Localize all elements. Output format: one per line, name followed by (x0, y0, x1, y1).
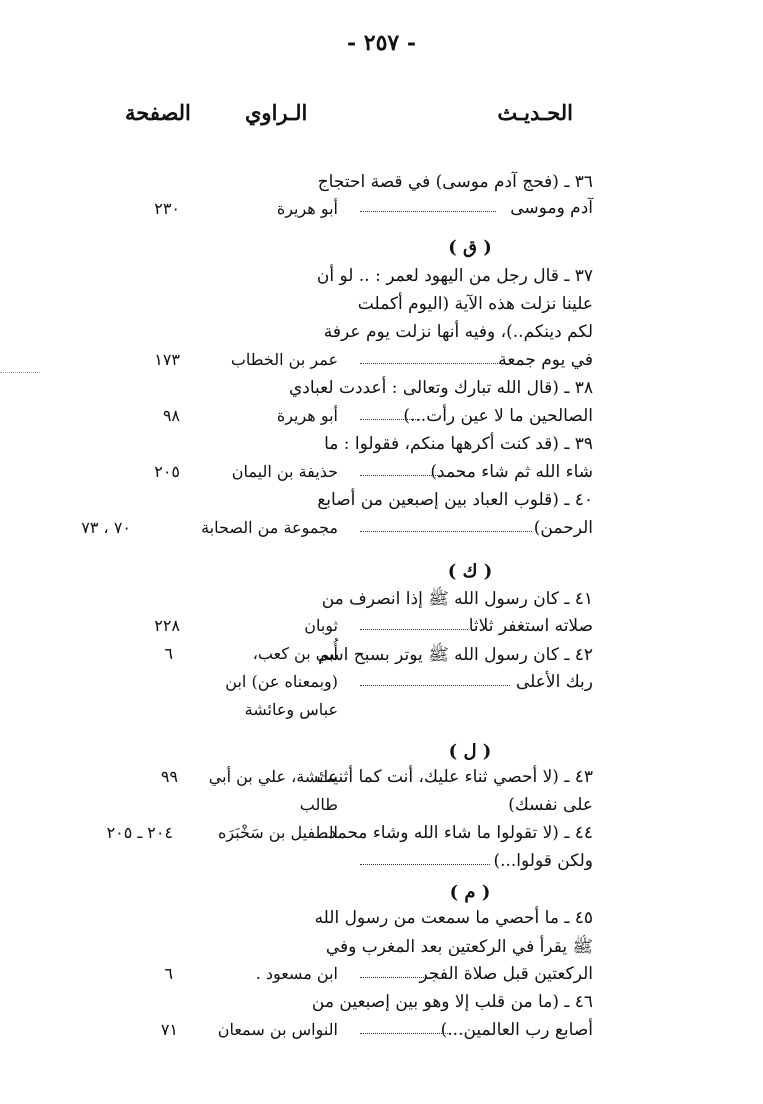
hadith-line: ربك الأعلى (515, 672, 593, 692)
page-ref: ٢٠٥ (154, 462, 180, 481)
hadith-line: لكم دينكم..)، وفيه أنها نزلت يوم عرفة (323, 322, 593, 342)
hadith-line: ٣٨ ـ (قال الله تبارك وتعالى : أعددت لعبادي (288, 378, 593, 398)
header-page: الصفحة (125, 100, 191, 125)
dot-leader (360, 976, 436, 978)
page-ref: ٧١ (160, 1020, 178, 1039)
section-letter: ( م ) (449, 882, 491, 903)
narrator: مجموعة من الصحابة (201, 518, 338, 537)
narrator: عباس وعائشة (244, 700, 338, 719)
section-letter: ( ق ) (448, 237, 492, 258)
narrator: ابن مسعود . (255, 964, 338, 983)
narrator: عائشة، علي بن أبي (208, 767, 338, 786)
dot-leader (360, 1032, 448, 1034)
narrator: النواس بن سمعان (217, 1020, 338, 1039)
hadith-line: علينا نزلت هذه الآية (اليوم أكملت (357, 294, 593, 314)
hadith-line: ٣٩ ـ (قد كنت أكرهها منكم، فقولوا : ما (324, 434, 593, 454)
dot-leader (360, 684, 510, 686)
narrator: الطفيل بن سَخْبَرَه (217, 823, 338, 842)
hadith-line: ٣٧ ـ قال رجل من اليهود لعمر : .. لو أن (316, 266, 593, 286)
hadith-line: أصابع رب العالمين...) (440, 1020, 593, 1040)
page-ref: ٢٣٠ (154, 199, 180, 218)
header-narrator: الـراوي (245, 100, 308, 125)
dot-leader (360, 863, 490, 865)
page-ref: ٩٩ (160, 767, 178, 786)
section-letter: ( ل ) (448, 741, 492, 762)
hadith-line: صلاته استغفر ثلاثا (468, 616, 593, 636)
margin-dotted-mark (0, 372, 40, 373)
hadith-line: ٤١ ـ كان رسول الله ﷺ إذا انصرف من (321, 589, 593, 609)
dot-leader (360, 418, 420, 420)
dot-leader (360, 530, 532, 532)
page-number: - ٢٥٧ - (346, 30, 417, 56)
hadith-line: ٤٦ ـ (ما من قلب إلا وهو بين إصبعين من (311, 992, 593, 1012)
narrator: عمر بن الخطاب (230, 350, 338, 369)
dot-leader (360, 210, 496, 212)
page-ref: ٢٢٨ (154, 616, 180, 635)
hadith-line: الرحمن) (533, 518, 593, 538)
narrator: حذيفة بن اليمان (231, 462, 338, 481)
page-ref: ٩٨ (162, 406, 180, 425)
narrator: (وبمعناه عن) ابن (225, 672, 338, 691)
hadith-line: ٤٤ ـ (لا تقولوا ما شاء الله وشاء محمد، (323, 823, 593, 843)
hadith-line: ٣٦ ـ (فحج آدم موسى) في قصة احتجاج (317, 172, 593, 192)
hadith-line: في يوم جمعة (498, 350, 593, 370)
hadith-line: ﷺ يقرأ في الركعتين بعد المغرب وفي (325, 937, 593, 957)
hadith-line: الركعتين قبل صلاة الفجر (419, 964, 593, 984)
narrator: طالب (299, 795, 338, 814)
narrator: ثوبان (304, 616, 338, 635)
narrator: أُبي بن كعب، (252, 644, 338, 663)
dot-leader (360, 628, 468, 630)
page-ref: ٢٠٤ ـ ٢٠٥ (106, 823, 173, 842)
hadith-line: شاء الله ثم شاء محمد) (430, 462, 593, 482)
page-ref: ١٧٣ (154, 350, 180, 369)
page-ref: ٦ (164, 964, 173, 983)
hadith-line: ولكن قولوا...) (493, 851, 593, 871)
hadith-line: على نفسك) (508, 795, 593, 815)
dot-leader (360, 474, 448, 476)
dot-leader (360, 362, 508, 364)
hadith-line: آدم وموسى (510, 198, 593, 218)
hadith-line: ٤٣ ـ (لا أحصي ثناء عليك، أنت كما أثنيت (316, 767, 593, 787)
header-hadith: الحـديـث (497, 100, 573, 125)
narrator: أبو هريرة (276, 199, 338, 218)
hadith-line: ٤٥ ـ ما أحصي ما سمعت من رسول الله (314, 908, 593, 928)
hadith-line: ٤٢ ـ كان رسول الله ﷺ يوتر بسبح اسم (318, 645, 593, 665)
hadith-line: ٤٠ ـ (قلوب العباد بين إصبعين من أصابع (317, 490, 593, 510)
page-ref: ٧٠ ، ٧٣ (81, 518, 131, 537)
hadith-line: الصالحين ما لا عين رأت...) (403, 406, 593, 426)
narrator: أبو هريرة (276, 406, 338, 425)
page-ref: ٦ (164, 644, 173, 663)
section-letter: ( ك ) (447, 561, 493, 582)
